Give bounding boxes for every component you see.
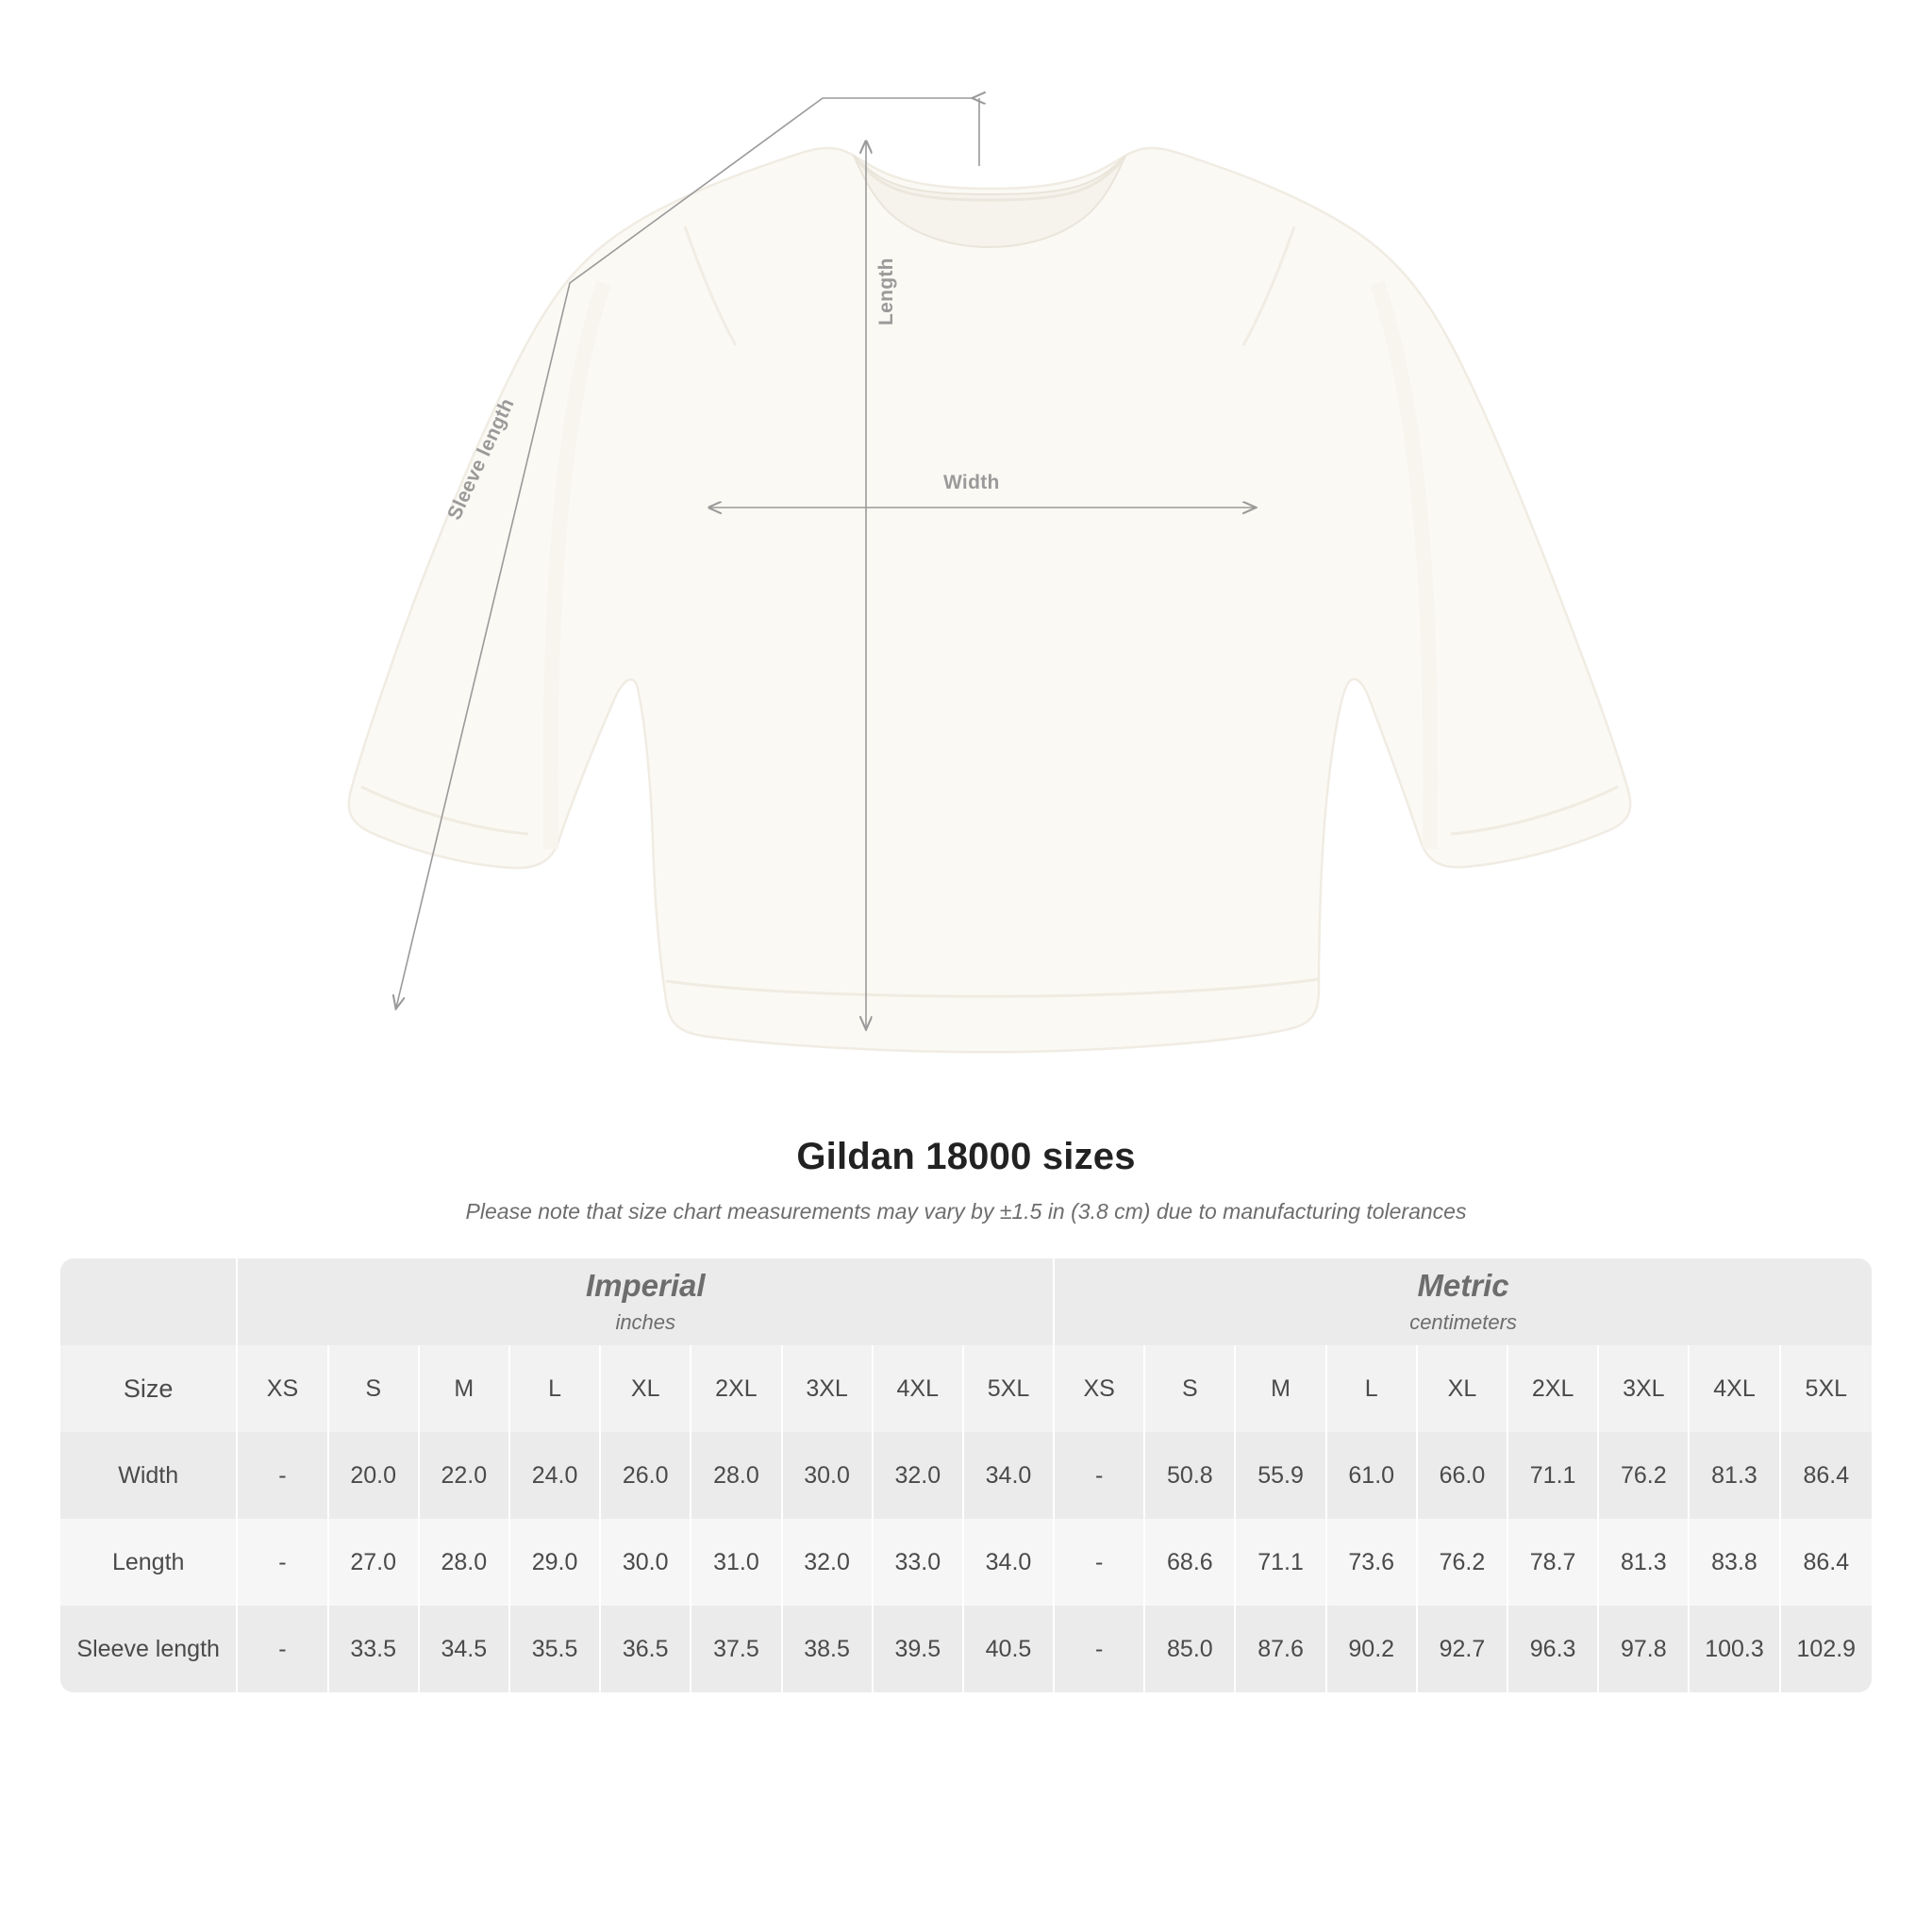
unit-group-row xyxy=(60,1258,1872,1345)
title-block xyxy=(0,1136,1932,1224)
cell-width-metric-3xl: 76.2 xyxy=(1599,1432,1690,1519)
tolerance-note: Please note that size chart measurements may vary by ±1.5 in (3.8 cm) due to manufacturing tolerances xyxy=(465,1199,1467,1224)
cell-width-metric-xs: - xyxy=(1055,1432,1145,1519)
row-label-sleeve-length: Sleeve length xyxy=(60,1606,238,1692)
size-header-metric-xl: XL xyxy=(1418,1345,1508,1432)
row-label-length: Length xyxy=(60,1519,238,1606)
cell-length-imperial-5xl: 34.0 xyxy=(964,1519,1055,1606)
size-table-wrapper xyxy=(60,1258,1872,1692)
cell-sleeve-metric-xs: - xyxy=(1055,1606,1145,1692)
size-header-imperial-l: L xyxy=(510,1345,601,1432)
cell-width-imperial-4xl: 32.0 xyxy=(874,1432,964,1519)
sweatshirt-body xyxy=(349,148,1630,1052)
size-table xyxy=(60,1258,1872,1692)
cell-width-imperial-5xl: 34.0 xyxy=(964,1432,1055,1519)
cell-sleeve-imperial-5xl: 40.5 xyxy=(964,1606,1055,1692)
width-dimension-label: Width xyxy=(943,472,1000,493)
cell-sleeve-imperial-s: 33.5 xyxy=(329,1606,420,1692)
unit-group-imperial xyxy=(238,1258,1055,1345)
cell-width-metric-xl: 66.0 xyxy=(1418,1432,1508,1519)
cell-length-imperial-3xl: 32.0 xyxy=(783,1519,874,1606)
size-header-metric-l: L xyxy=(1327,1345,1418,1432)
cell-length-metric-5xl: 86.4 xyxy=(1781,1519,1872,1606)
size-header-imperial-s: S xyxy=(329,1345,420,1432)
size-header-metric-4xl: 4XL xyxy=(1690,1345,1780,1432)
cell-length-imperial-xl: 30.0 xyxy=(601,1519,691,1606)
cell-sleeve-metric-2xl: 96.3 xyxy=(1508,1606,1599,1692)
cell-sleeve-metric-4xl: 100.3 xyxy=(1690,1606,1780,1692)
size-header-imperial-2xl: 2XL xyxy=(691,1345,782,1432)
cell-sleeve-imperial-2xl: 37.5 xyxy=(691,1606,782,1692)
cell-width-imperial-m: 22.0 xyxy=(420,1432,510,1519)
table-corner-cell xyxy=(60,1258,238,1345)
sleeve-length-dimension-label: Sleeve length xyxy=(443,394,519,524)
unit-group-metric-name: Metric xyxy=(1417,1267,1509,1303)
cell-width-metric-5xl: 86.4 xyxy=(1781,1432,1872,1519)
cell-length-imperial-m: 28.0 xyxy=(420,1519,510,1606)
size-header-imperial-xl: XL xyxy=(601,1345,691,1432)
length-dimension-label: Length xyxy=(875,258,897,325)
cell-width-imperial-xs: - xyxy=(238,1432,328,1519)
cell-length-imperial-2xl: 31.0 xyxy=(691,1519,782,1606)
cell-length-metric-3xl: 81.3 xyxy=(1599,1519,1690,1606)
table-row xyxy=(60,1606,1872,1692)
size-header-imperial-xs: XS xyxy=(238,1345,328,1432)
table-row xyxy=(60,1519,1872,1606)
page-title: Gildan 18000 sizes xyxy=(796,1136,1136,1177)
cell-width-imperial-s: 20.0 xyxy=(329,1432,420,1519)
cell-width-imperial-l: 24.0 xyxy=(510,1432,601,1519)
table-row xyxy=(60,1432,1872,1519)
cell-length-metric-xs: - xyxy=(1055,1519,1145,1606)
cell-length-metric-xl: 76.2 xyxy=(1418,1519,1508,1606)
size-header-imperial-5xl: 5XL xyxy=(964,1345,1055,1432)
row-label-width: Width xyxy=(60,1432,238,1519)
cell-width-metric-4xl: 81.3 xyxy=(1690,1432,1780,1519)
size-header-imperial-4xl: 4XL xyxy=(874,1345,964,1432)
cell-length-metric-4xl: 83.8 xyxy=(1690,1519,1780,1606)
cell-width-metric-2xl: 71.1 xyxy=(1508,1432,1599,1519)
unit-group-metric xyxy=(1055,1258,1872,1345)
cell-width-imperial-3xl: 30.0 xyxy=(783,1432,874,1519)
cell-sleeve-metric-s: 85.0 xyxy=(1145,1606,1236,1692)
cell-sleeve-metric-xl: 92.7 xyxy=(1418,1606,1508,1692)
cell-sleeve-metric-5xl: 102.9 xyxy=(1781,1606,1872,1692)
cell-sleeve-metric-m: 87.6 xyxy=(1236,1606,1326,1692)
cell-width-imperial-2xl: 28.0 xyxy=(691,1432,782,1519)
cell-width-metric-s: 50.8 xyxy=(1145,1432,1236,1519)
size-header-metric-5xl: 5XL xyxy=(1781,1345,1872,1432)
size-header-metric-xs: XS xyxy=(1055,1345,1145,1432)
cell-sleeve-imperial-xs: - xyxy=(238,1606,328,1692)
cell-length-imperial-s: 27.0 xyxy=(329,1519,420,1606)
cell-width-metric-m: 55.9 xyxy=(1236,1432,1326,1519)
cell-length-imperial-4xl: 33.0 xyxy=(874,1519,964,1606)
cell-sleeve-imperial-3xl: 38.5 xyxy=(783,1606,874,1692)
size-header-imperial-m: M xyxy=(420,1345,510,1432)
cell-length-metric-s: 68.6 xyxy=(1145,1519,1236,1606)
unit-group-metric-sub: centimeters xyxy=(1409,1310,1517,1335)
size-header-label: Size xyxy=(60,1345,238,1432)
size-header-metric-m: M xyxy=(1236,1345,1326,1432)
size-header-imperial-3xl: 3XL xyxy=(783,1345,874,1432)
cell-sleeve-imperial-l: 35.5 xyxy=(510,1606,601,1692)
size-header-metric-2xl: 2XL xyxy=(1508,1345,1599,1432)
cell-sleeve-imperial-xl: 36.5 xyxy=(601,1606,691,1692)
cell-sleeve-imperial-m: 34.5 xyxy=(420,1606,510,1692)
cell-width-imperial-xl: 26.0 xyxy=(601,1432,691,1519)
size-header-row xyxy=(60,1345,1872,1432)
unit-group-imperial-sub: inches xyxy=(615,1310,676,1335)
cell-sleeve-imperial-4xl: 39.5 xyxy=(874,1606,964,1692)
cell-sleeve-metric-3xl: 97.8 xyxy=(1599,1606,1690,1692)
cell-length-imperial-xs: - xyxy=(238,1519,328,1606)
unit-group-imperial-name: Imperial xyxy=(585,1267,706,1303)
cell-length-metric-2xl: 78.7 xyxy=(1508,1519,1599,1606)
cell-length-metric-m: 71.1 xyxy=(1236,1519,1326,1606)
cell-length-metric-l: 73.6 xyxy=(1327,1519,1418,1606)
size-header-metric-3xl: 3XL xyxy=(1599,1345,1690,1432)
cell-length-imperial-l: 29.0 xyxy=(510,1519,601,1606)
size-header-metric-s: S xyxy=(1145,1345,1236,1432)
cell-width-metric-l: 61.0 xyxy=(1327,1432,1418,1519)
cell-sleeve-metric-l: 90.2 xyxy=(1327,1606,1418,1692)
